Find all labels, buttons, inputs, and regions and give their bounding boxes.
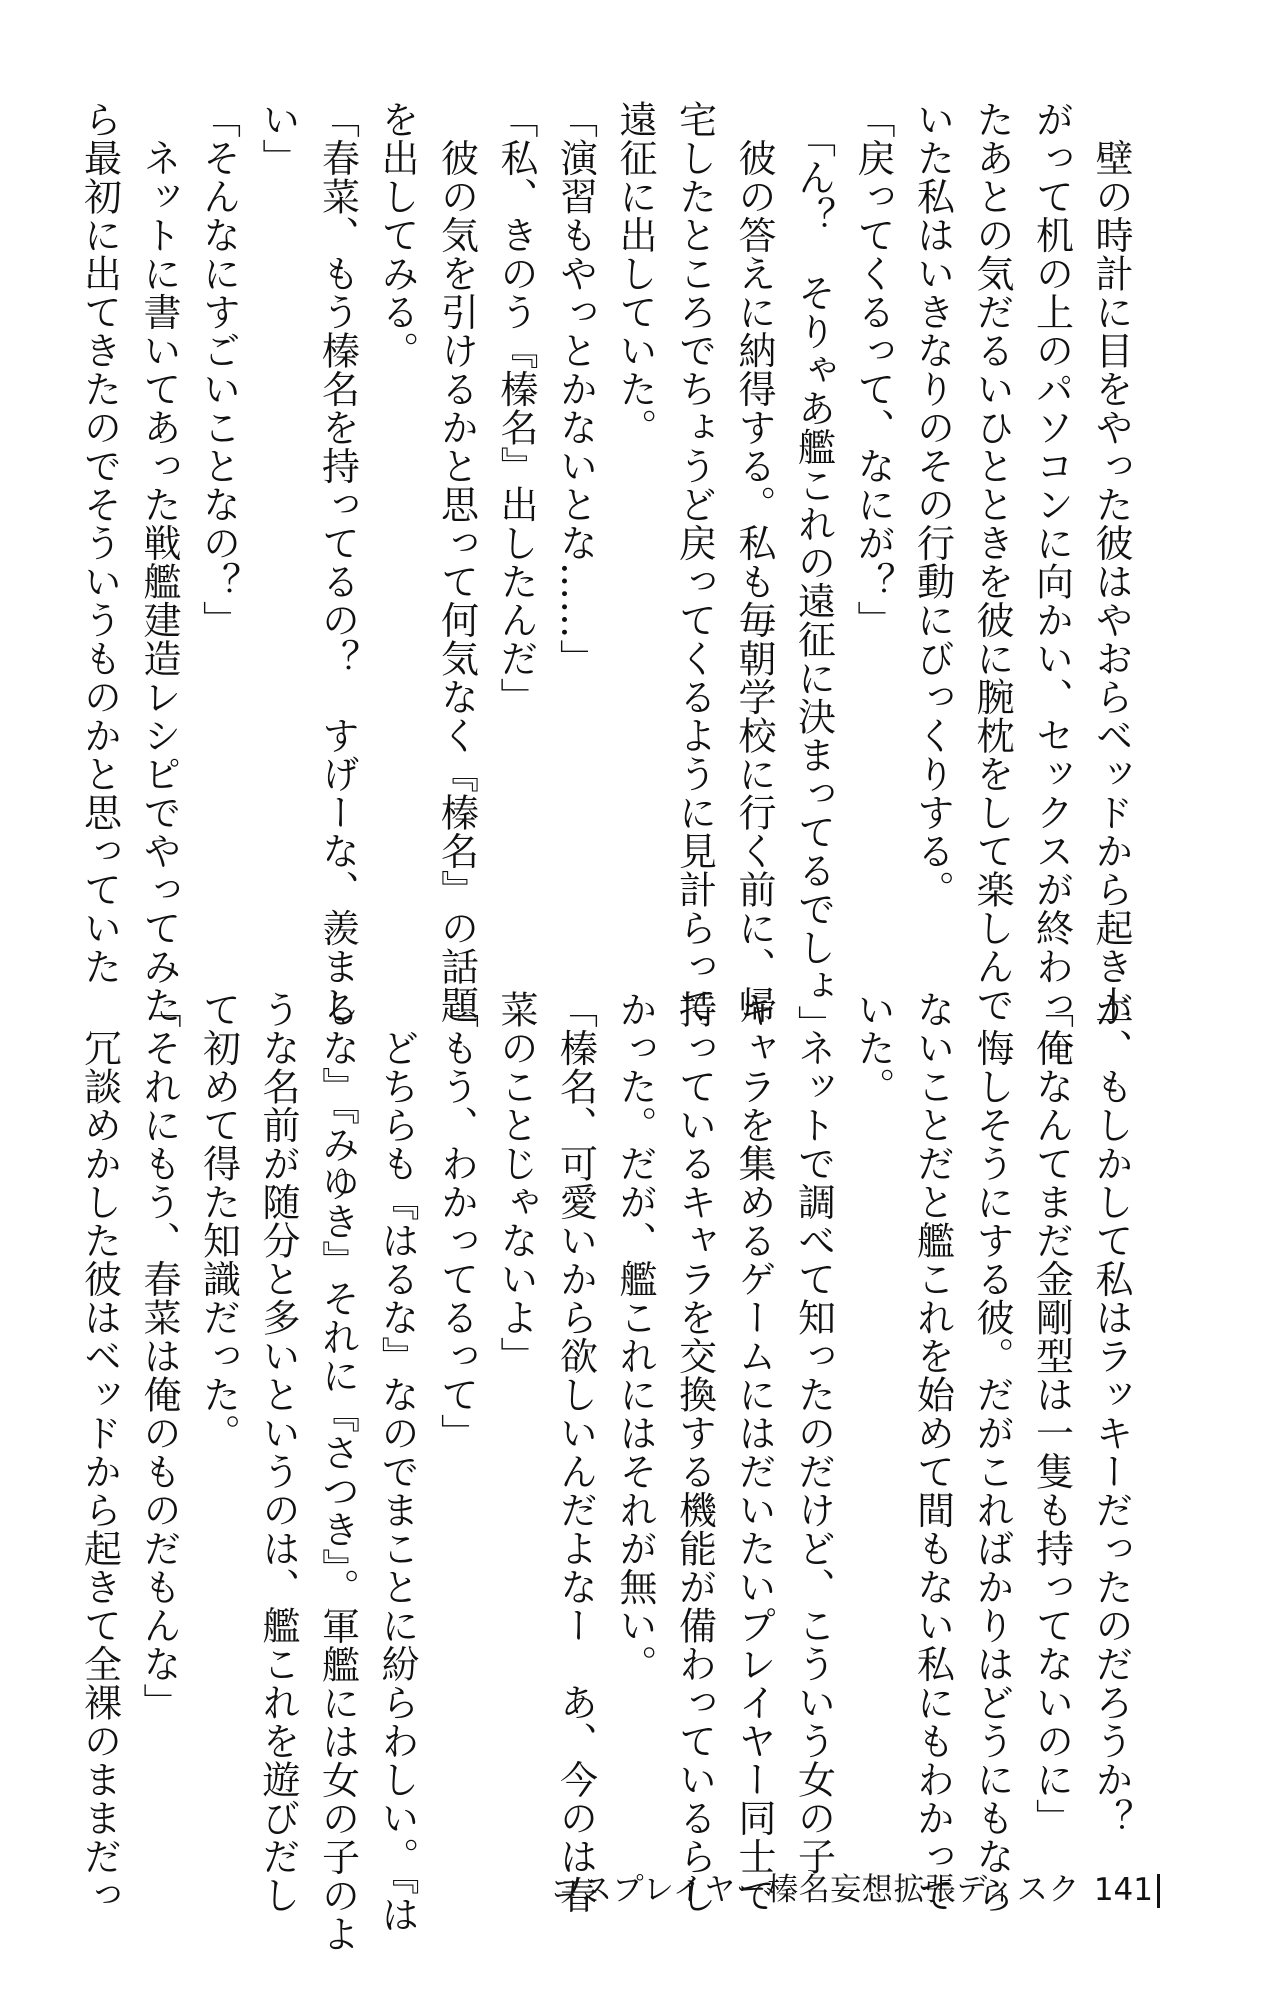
text-line: ないことだと艦これを始めて間もない私にもわかって: [910, 990, 955, 1914]
text-line: うな名前が随分と多いというのは、艦これを遊びだし: [256, 990, 300, 1914]
text-line: いた私はいきなりのその行動にびっくりする。: [910, 100, 955, 909]
text-line: 「榛名、可愛いから欲しいんだよなー あ、今のは春: [553, 990, 598, 1914]
text-line: い」: [256, 100, 300, 177]
text-line: 悔しそうにする彼。だがこればかりはどうにもなら: [970, 990, 1014, 1914]
text-line: 「それにもう、春菜は俺のものだもんな」: [137, 990, 181, 1722]
text-line: 菜のことじゃないよ」: [494, 990, 538, 1375]
text-line: ら最初に出てきたのでそういうものかと思っていた: [77, 100, 122, 986]
text-line: 「ん？ そりゃあ艦これの遠征に決まってるでしょ」: [791, 100, 836, 1044]
text-line: たあとの気だるいひとときを彼に腕枕をして楽しんで: [970, 100, 1014, 1024]
text-line: かった。だが、艦これにはそれが無い。: [613, 990, 657, 1683]
text-line: いた。: [851, 990, 895, 1106]
text-line: がって机の上のパソコンに向かい、セックスが終わっ: [1029, 100, 1074, 1024]
text-line: 「戻ってくるって、なにが？」: [851, 100, 895, 639]
book-title: コスプレイヤー榛名妄想拡張ディスク: [549, 1872, 1080, 1908]
text-line: 宅したところでちょうど戻ってくるように見計らって: [672, 100, 717, 1024]
page-footer: [550, 1862, 1160, 1908]
text-line: どちらも『はるな』なのでまことに紛らわしい。『は: [375, 990, 419, 1934]
text-line: て初めて得た知識だった。: [196, 990, 241, 1452]
text-line: 「そんなにすごいことなの？」: [196, 100, 241, 639]
text-line: 「春菜、もう榛名を持ってるの？ すげーな、羨まし: [315, 100, 360, 1024]
text-line: 「演習もやっとかないとな……」: [553, 100, 598, 678]
text-line: が、もしかして私はラッキーだったのだろうか？: [1089, 990, 1133, 1837]
text-line: キャラを集めるゲームにはだいたいプレイヤー同士で: [732, 990, 776, 1914]
text-line: 遠征に出していた。: [613, 100, 657, 447]
text-line: 冗談めかした彼はベッドから起きて全裸のままだっ: [77, 990, 122, 1914]
text-line: を出してみる。: [375, 100, 419, 370]
page-number: 141: [1093, 1872, 1153, 1908]
text-line: 「私、きのう『榛名』出したんだ」: [494, 100, 538, 716]
text-line: ネットに書いてあった戦艦建造レシピでやってみた: [137, 100, 181, 1024]
text-line: 「もう、わかってるって」: [434, 990, 479, 1452]
text-line: ネットで調べて知ったのだけど、こういう女の子: [791, 990, 836, 1876]
text-block-top: [77, 100, 1140, 1044]
text-line: 壁の時計に目をやった彼はやおらベッドから起き上: [1089, 100, 1133, 1024]
text-line: 彼の答えに納得する。私も毎朝学校に行く前に、帰: [732, 100, 776, 1024]
footer-rule: [1157, 1874, 1160, 1908]
text-line: 「俺なんてまだ金剛型は一隻も持ってないのに」: [1029, 990, 1074, 1837]
text-line: 彼の気を引けるかと思って何気なく『榛名』の話題: [434, 100, 479, 1024]
text-line: 持っているキャラを交換する機能が備わっているらし: [672, 990, 717, 1914]
text-line: るな』『みゆき』それに『さつき』。軍艦には女の子のよ: [315, 990, 360, 1953]
